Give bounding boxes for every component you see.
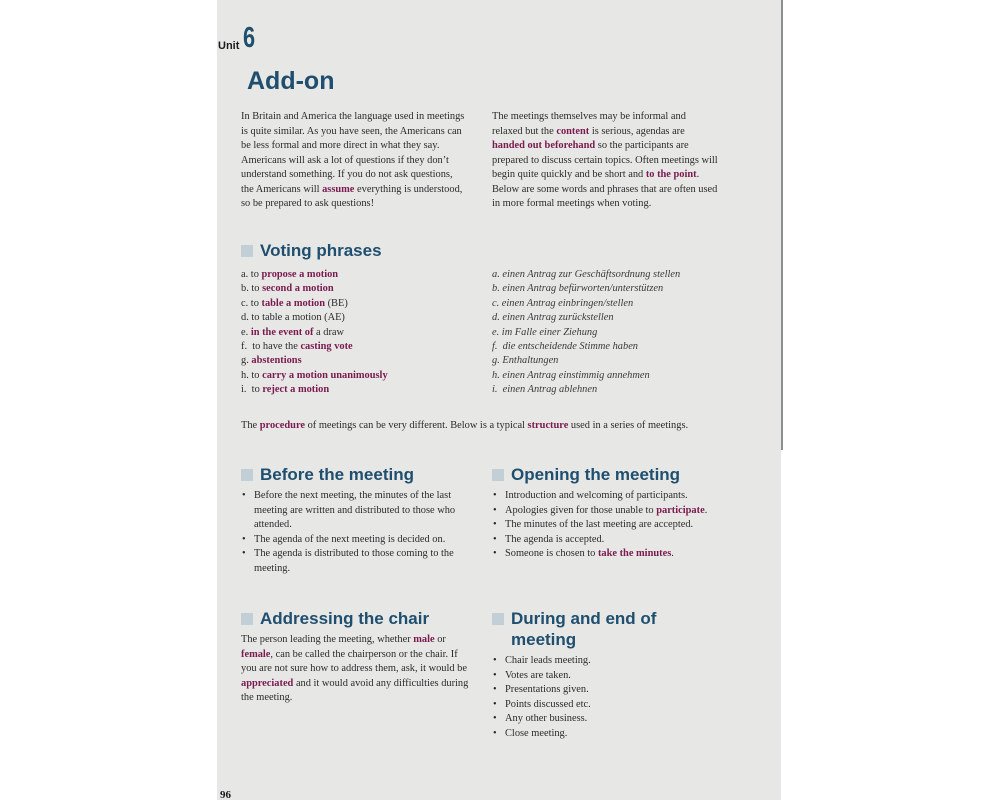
list-item: • The agenda is distributed to those coming to the meeting. [241,547,469,576]
during-meeting-list [492,654,722,741]
list-item: • The minutes of the last meeting are accepted. [492,518,727,533]
page-edge-shadow [781,0,783,450]
list-item: a. einen Antrag zur Geschäftsordnung stellen [492,269,681,280]
intro-left-paragraph: In Britain and America the language used in meetings is quite similar. As you have seen, the Americans can be less formal and more direct in what they say. Americans will ask a lot of questions if they don’t understand something. If you do not ask questions, the Americans will assume everything is understood, so be prepared to ask questions! [241,111,465,209]
opening-meeting-heading: Opening the meeting [492,464,680,485]
list-item: b. einen Antrag befürworten/unterstützen [492,283,664,295]
list-item: • Introduction and welcoming of participants. [492,489,727,504]
before-meeting-heading: Before the meeting [241,464,414,485]
list-item: • Votes are taken. [492,669,722,684]
list-item: c. to table a motion (BE) [241,297,348,309]
list-item: i. to reject a motion [241,384,330,396]
list-item: e. in the event of a draw [241,326,345,338]
list-item: • Close meeting. [492,727,722,742]
list-item: e. im Falle einer Ziehung [492,326,598,338]
addressing-chair-paragraph: The person leading the meeting, whether male or female, can be called the chairperson or the chair. If you are not sure how to address them, ask, it would be appreciated and it would avoid any difficulties during the meeting. [241,634,469,703]
list-item: f. to have the casting vote [241,341,353,353]
section-square-icon [492,613,504,625]
list-item: a. to propose a motion [241,269,339,280]
unit-number: 6 [243,22,256,54]
addressing-chair-heading: Addressing the chair [241,608,429,629]
opening-meeting-list [492,489,727,562]
list-item: • Presentations given. [492,683,722,698]
list-item: • Points discussed etc. [492,698,722,713]
section-square-icon [241,469,253,481]
list-item: c. einen Antrag einbringen/stellen [492,297,634,309]
list-item: i. einen Antrag ablehnen [492,384,598,396]
page-number: 96 [220,789,231,801]
list-item: • The agenda of the next meeting is decided on. [241,533,469,548]
list-item: h. to carry a motion unanimously [241,369,388,381]
during-meeting-heading: During and end of meeting [492,608,656,650]
procedure-paragraph: The procedure of meetings can be very different. Below is a typical structure used in a series of meetings. [241,420,689,431]
list-item: • Before the next meeting, the minutes of the last meeting are written and distributed to those who attended. [241,489,469,533]
list-item: h. einen Antrag einstimmig annehmen [492,369,650,381]
unit-label: Unit [218,40,240,52]
list-item: f. die entscheidende Stimme haben [492,341,639,353]
list-item: • The agenda is accepted. [492,533,727,548]
list-item: g. abstentions [241,355,302,367]
list-item: • Chair leads meeting. [492,654,722,669]
voting-german-list [492,268,680,398]
list-item: d. to table a motion (AE) [241,312,345,324]
list-item: • Someone is chosen to take the minutes. [492,547,727,562]
page-title: Add-on [247,67,335,95]
list-item: • Any other business. [492,712,722,727]
intro-right-paragraph: The meetings themselves may be informal and relaxed but the content is serious, agendas are handed out beforehand so the participants are prepared to discuss certain topics. Often meetings will begin quite quickly and be short and to the point. Below are some words and phrases that are often used in more formal meetings when voting. [492,111,718,209]
list-item: g. Enthaltungen [492,355,559,367]
voting-phrases-heading: Voting phrases [241,240,382,261]
section-square-icon [241,613,253,625]
list-item: d. einen Antrag zurückstellen [492,312,614,324]
section-square-icon [492,469,504,481]
list-item: b. to second a motion [241,283,334,295]
before-meeting-list [241,489,469,576]
list-item: • Apologies given for those unable to participate. [492,504,727,519]
section-square-icon [241,245,253,257]
voting-english-list [241,268,388,398]
